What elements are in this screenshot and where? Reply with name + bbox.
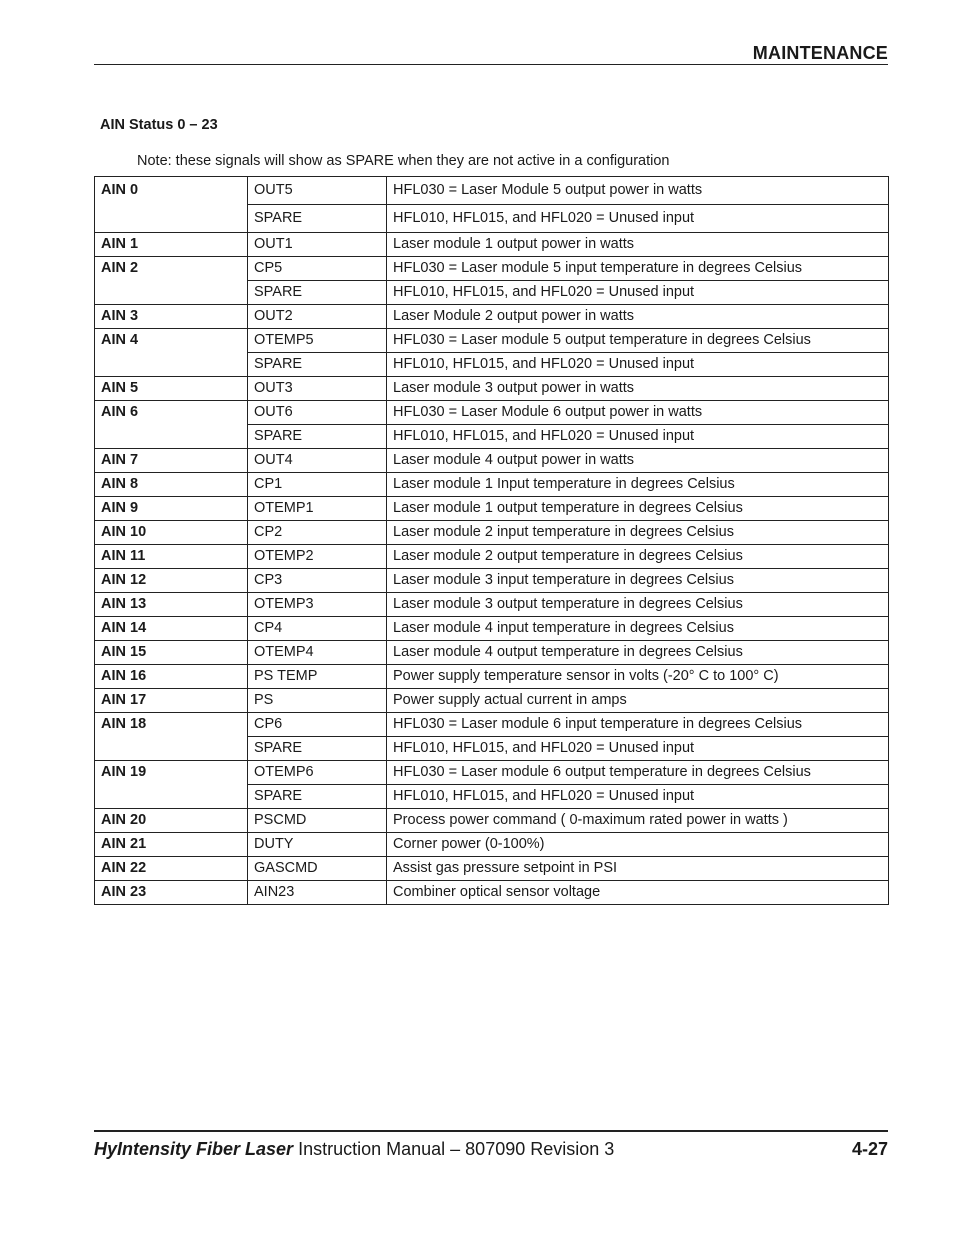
ain-channel-cell: AIN 16 (95, 665, 248, 689)
signal-description-cell: Assist gas pressure setpoint in PSI (387, 857, 889, 881)
signal-description-cell: Laser module 4 input temperature in degrees Celsius (387, 617, 889, 641)
table-row (95, 473, 889, 497)
signal-description-cell: Laser module 1 Input temperature in degrees Celsius (387, 473, 889, 497)
table-row (95, 809, 889, 833)
signal-description-cell: HFL010, HFL015, and HFL020 = Unused input (387, 281, 889, 305)
signal-description-cell: Power supply actual current in amps (387, 689, 889, 713)
table-row (95, 545, 889, 569)
signal-name-cell: OUT1 (248, 233, 387, 257)
signal-description-cell: Power supply temperature sensor in volts (-20° C to 100° C) (387, 665, 889, 689)
signal-name-cell: SPARE (248, 281, 387, 305)
section-note: Note: these signals will show as SPARE when they are not active in a configuration (137, 153, 670, 169)
signal-description-cell: HFL010, HFL015, and HFL020 = Unused input (387, 785, 889, 809)
table-row (95, 689, 889, 713)
signal-name-cell: OTEMP1 (248, 497, 387, 521)
ain-channel-cell: AIN 21 (95, 833, 248, 857)
table-row (95, 497, 889, 521)
signal-description-cell: Combiner optical sensor voltage (387, 881, 889, 905)
signal-name-cell: SPARE (248, 785, 387, 809)
signal-description-cell: HFL030 = Laser module 6 input temperature in degrees Celsius (387, 713, 889, 737)
signal-description-cell: Corner power (0-100%) (387, 833, 889, 857)
signal-name-cell: OTEMP5 (248, 329, 387, 353)
table-row (95, 857, 889, 881)
section-title: AIN Status 0 – 23 (100, 117, 218, 133)
signal-name-cell: CP6 (248, 713, 387, 737)
footer-doc-info: Instruction Manual – 807090 Revision 3 (293, 1139, 615, 1159)
signal-name-cell: PSCMD (248, 809, 387, 833)
table-row (95, 449, 889, 473)
signal-name-cell: OUT4 (248, 449, 387, 473)
signal-name-cell: OTEMP4 (248, 641, 387, 665)
signal-description-cell: HFL030 = Laser module 5 output temperature in degrees Celsius (387, 329, 889, 353)
signal-description-cell: HFL030 = Laser module 6 output temperature in degrees Celsius (387, 761, 889, 785)
signal-name-cell: PS TEMP (248, 665, 387, 689)
ain-channel-cell: AIN 22 (95, 857, 248, 881)
signal-name-cell: OTEMP3 (248, 593, 387, 617)
footer-document-title (94, 1139, 614, 1160)
signal-name-cell: SPARE (248, 205, 387, 233)
ain-channel-cell: AIN 23 (95, 881, 248, 905)
signal-name-cell: CP1 (248, 473, 387, 497)
ain-channel-cell: AIN 4 (95, 329, 248, 377)
table-row (95, 761, 889, 785)
table-row (95, 641, 889, 665)
ain-channel-cell: AIN 14 (95, 617, 248, 641)
signal-description-cell: Laser module 4 output power in watts (387, 449, 889, 473)
signal-name-cell: SPARE (248, 425, 387, 449)
ain-channel-cell: AIN 5 (95, 377, 248, 401)
signal-description-cell: HFL010, HFL015, and HFL020 = Unused input (387, 737, 889, 761)
table-row (95, 569, 889, 593)
page-header-title: MAINTENANCE (752, 43, 888, 63)
table-row (95, 617, 889, 641)
signal-description-cell: Laser module 2 input temperature in degrees Celsius (387, 521, 889, 545)
signal-name-cell: DUTY (248, 833, 387, 857)
signal-description-cell: HFL010, HFL015, and HFL020 = Unused input (387, 353, 889, 377)
signal-description-cell: HFL030 = Laser module 5 input temperature in degrees Celsius (387, 257, 889, 281)
signal-description-cell: Laser module 3 output power in watts (387, 377, 889, 401)
signal-name-cell: SPARE (248, 737, 387, 761)
header-rule (94, 64, 888, 65)
signal-name-cell: OTEMP6 (248, 761, 387, 785)
signal-name-cell: PS (248, 689, 387, 713)
ain-channel-cell: AIN 0 (95, 177, 248, 233)
ain-channel-cell: AIN 9 (95, 497, 248, 521)
ain-channel-cell: AIN 3 (95, 305, 248, 329)
signal-description-cell: Laser module 3 output temperature in degrees Celsius (387, 593, 889, 617)
signal-description-cell: Laser module 2 output temperature in degrees Celsius (387, 545, 889, 569)
ain-channel-cell: AIN 15 (95, 641, 248, 665)
table-row (95, 881, 889, 905)
signal-name-cell: CP4 (248, 617, 387, 641)
signal-name-cell: GASCMD (248, 857, 387, 881)
ain-channel-cell: AIN 12 (95, 569, 248, 593)
ain-channel-cell: AIN 19 (95, 761, 248, 809)
ain-channel-cell: AIN 13 (95, 593, 248, 617)
signal-name-cell: SPARE (248, 353, 387, 377)
table-row (95, 665, 889, 689)
table-row (95, 833, 889, 857)
signal-description-cell: Laser Module 2 output power in watts (387, 305, 889, 329)
table-row (95, 329, 889, 353)
signal-name-cell: CP3 (248, 569, 387, 593)
ain-channel-cell: AIN 10 (95, 521, 248, 545)
signal-description-cell: HFL010, HFL015, and HFL020 = Unused input (387, 425, 889, 449)
signal-name-cell: CP2 (248, 521, 387, 545)
ain-channel-cell: AIN 20 (95, 809, 248, 833)
page-number: 4-27 (851, 1139, 888, 1159)
signal-name-cell: AIN23 (248, 881, 387, 905)
signal-description-cell: Laser module 1 output temperature in degrees Celsius (387, 497, 889, 521)
signal-name-cell: OUT3 (248, 377, 387, 401)
signal-name-cell: OTEMP2 (248, 545, 387, 569)
signal-description-cell: Laser module 4 output temperature in degrees Celsius (387, 641, 889, 665)
signal-description-cell: HFL010, HFL015, and HFL020 = Unused input (387, 205, 889, 233)
table-row (95, 233, 889, 257)
signal-name-cell: CP5 (248, 257, 387, 281)
signal-name-cell: OUT2 (248, 305, 387, 329)
signal-description-cell: Laser module 3 input temperature in degrees Celsius (387, 569, 889, 593)
ain-channel-cell: AIN 17 (95, 689, 248, 713)
table-row (95, 593, 889, 617)
ain-channel-cell: AIN 18 (95, 713, 248, 761)
ain-status-table (94, 176, 889, 905)
ain-channel-cell: AIN 8 (95, 473, 248, 497)
signal-description-cell: Process power command ( 0-maximum rated power in watts ) (387, 809, 889, 833)
table-row (95, 257, 889, 281)
table-row (95, 521, 889, 545)
ain-channel-cell: AIN 7 (95, 449, 248, 473)
table-row (95, 377, 889, 401)
table-row (95, 305, 889, 329)
ain-table-body (95, 177, 889, 905)
signal-description-cell: Laser module 1 output power in watts (387, 233, 889, 257)
table-row (95, 177, 889, 205)
ain-channel-cell: AIN 2 (95, 257, 248, 305)
signal-name-cell: OUT6 (248, 401, 387, 425)
ain-channel-cell: AIN 1 (95, 233, 248, 257)
footer-rule (94, 1130, 888, 1132)
signal-description-cell: HFL030 = Laser Module 6 output power in watts (387, 401, 889, 425)
table-row (95, 401, 889, 425)
footer-brand: HyIntensity Fiber Laser (94, 1139, 294, 1159)
table-row (95, 713, 889, 737)
signal-description-cell: HFL030 = Laser Module 5 output power in watts (387, 177, 889, 205)
signal-name-cell: OUT5 (248, 177, 387, 205)
ain-channel-cell: AIN 6 (95, 401, 248, 449)
ain-channel-cell: AIN 11 (95, 545, 248, 569)
